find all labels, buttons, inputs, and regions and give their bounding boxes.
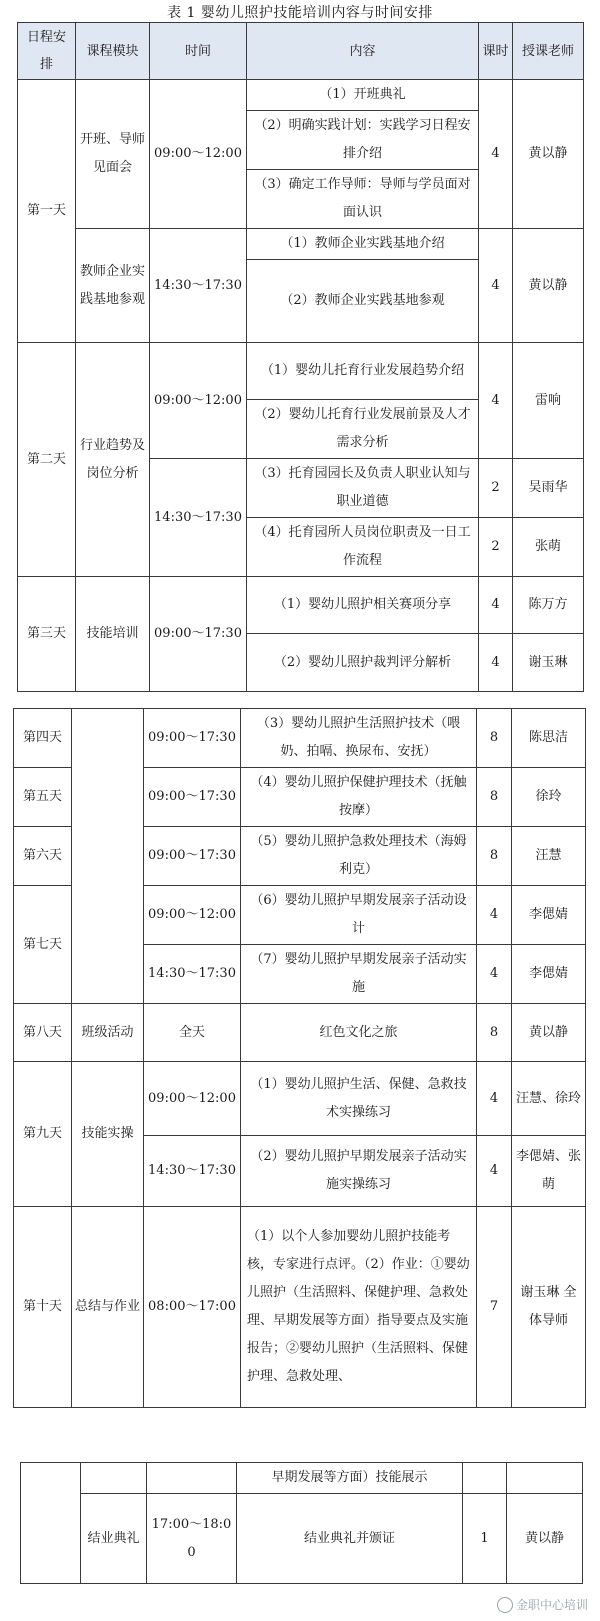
table-title: 表 1 婴幼儿照护技能培训内容与时间安排 <box>167 5 433 21</box>
watermark <box>497 1596 588 1614</box>
content-cell: 结业典礼并颁证 <box>237 1494 463 1584</box>
teacher-cell: 谢玉琳 <box>513 634 584 692</box>
table-row <box>18 80 584 111</box>
module-cell: 开班、导师见面会 <box>76 80 150 229</box>
content-cell: （4）婴幼儿照护保健护理技术（抚触按摩） <box>241 768 477 827</box>
teacher-cell: 黄以静 <box>507 1494 583 1584</box>
content-cell: （6）婴幼儿照护早期发展亲子活动设计 <box>241 886 477 945</box>
content-cell: （3）托育园园长及负责人职业认知与职业道德 <box>247 459 479 518</box>
day-cell: 第二天 <box>18 343 76 577</box>
table-row <box>14 1004 586 1062</box>
watermark-text: 金职中心培训 <box>515 1597 588 1612</box>
content-cell: 早期发展等方面）技能展示 <box>237 1463 463 1494</box>
header-hours: 课时 <box>479 23 513 80</box>
teacher-cell: 陈万方 <box>513 577 584 634</box>
content-cell: （4）托育园所人员岗位职责及一日工作流程 <box>247 518 479 577</box>
header-time: 时间 <box>150 23 247 80</box>
day-cell: 第九天 <box>14 1062 72 1207</box>
day-cell: 第八天 <box>14 1004 72 1062</box>
teacher-cell: 陈思洁 <box>512 709 586 768</box>
time-cell: 14:30～17:30 <box>150 229 247 343</box>
module-cell: 教师企业实践基地参观 <box>76 229 150 343</box>
time-cell: 14:30～17:30 <box>150 459 247 577</box>
teacher-cell: 黄以静 <box>512 1004 586 1062</box>
hours-cell: 4 <box>479 577 513 634</box>
schedule-table-part-3 <box>20 1462 583 1584</box>
hours-cell: 4 <box>477 945 512 1004</box>
time-cell: 09:00～12:00 <box>150 343 247 459</box>
table-row <box>18 229 584 260</box>
content-cell: （1）以个人参加婴幼儿照护技能考核，专家进行点评。（2）作业：①婴幼儿照护（生活照料、保健护理、急救处理、早期发展等方面）指导要点及实施报告；②婴幼儿照护（生活照料、保健护理、急救处理、 <box>241 1207 477 1408</box>
teacher-cell: 吴雨华 <box>513 459 584 518</box>
module-cell: 总结与作业 <box>72 1207 144 1408</box>
hours-cell <box>463 1463 507 1494</box>
time-cell <box>147 1463 237 1494</box>
table-row <box>18 577 584 634</box>
teacher-cell: 谢玉琳 全体导师 <box>512 1207 586 1408</box>
day-cell: 第四天 <box>14 709 72 768</box>
hours-cell: 8 <box>477 1004 512 1062</box>
content-cell: （1）开班典礼 <box>247 80 479 111</box>
hours-cell: 4 <box>479 80 513 229</box>
content-cell: （3）确定工作导师：导师与学员面对面认识 <box>247 170 479 229</box>
day-cell <box>21 1463 81 1584</box>
hours-cell: 4 <box>477 1062 512 1136</box>
teacher-cell: 雷响 <box>513 343 584 459</box>
teacher-cell: 徐玲 <box>512 768 586 827</box>
table-row <box>14 709 586 768</box>
day-cell: 第三天 <box>18 577 76 692</box>
teacher-cell: 汪慧、徐玲 <box>512 1062 586 1136</box>
hours-cell: 4 <box>477 1136 512 1207</box>
time-cell: 09:00～12:00 <box>144 886 241 945</box>
content-cell: （7）婴幼儿照护早期发展亲子活动实施 <box>241 945 477 1004</box>
teacher-cell: 张萌 <box>513 518 584 577</box>
schedule-table-part-1 <box>17 22 584 692</box>
content-cell: （1）婴幼儿照护生活、保健、急救技术实操练习 <box>241 1062 477 1136</box>
content-cell: （3）婴幼儿照护生活照护技术（喂奶、拍嗝、换尿布、安抚） <box>241 709 477 768</box>
table-row <box>18 343 584 400</box>
time-cell: 09:00～17:30 <box>144 827 241 886</box>
time-cell: 09:00～17:30 <box>144 709 241 768</box>
day-cell: 第一天 <box>18 80 76 343</box>
day-cell: 第六天 <box>14 827 72 886</box>
hours-cell: 8 <box>477 827 512 886</box>
teacher-cell: 李偲婧、张萌 <box>512 1136 586 1207</box>
hours-cell: 2 <box>479 459 513 518</box>
hours-cell: 8 <box>477 709 512 768</box>
module-cell: 结业典礼 <box>81 1494 147 1584</box>
module-cell: 行业趋势及岗位分析 <box>76 343 150 577</box>
hours-cell: 7 <box>477 1207 512 1408</box>
time-cell: 09:00～17:30 <box>150 577 247 692</box>
hours-cell: 2 <box>479 518 513 577</box>
table-row <box>14 1062 586 1136</box>
content-cell: （2）明确实践计划：实践学习日程安排介绍 <box>247 111 479 170</box>
hours-cell: 1 <box>463 1494 507 1584</box>
time-cell: 08:00～17:00 <box>144 1207 241 1408</box>
header-day: 日程安排 <box>18 23 76 80</box>
hours-cell: 4 <box>479 634 513 692</box>
time-cell: 09:00～17:30 <box>144 768 241 827</box>
time-cell: 17:00～18:00 <box>147 1494 237 1584</box>
teacher-cell <box>507 1463 583 1494</box>
hours-cell: 4 <box>479 229 513 343</box>
hours-cell: 4 <box>477 886 512 945</box>
content-cell: 红色文化之旅 <box>241 1004 477 1062</box>
content-cell: （2）婴幼儿照护早期发展亲子活动实施实操练习 <box>241 1136 477 1207</box>
content-cell: （2）婴幼儿照护裁判评分解析 <box>247 634 479 692</box>
time-cell: 14:30～17:30 <box>144 945 241 1004</box>
teacher-cell: 汪慧 <box>512 827 586 886</box>
teacher-cell: 李偲婧 <box>512 945 586 1004</box>
schedule-table-part-2 <box>13 708 586 1408</box>
time-cell: 全天 <box>144 1004 241 1062</box>
header-teacher: 授课老师 <box>513 23 584 80</box>
module-cell: 技能培训 <box>76 577 150 692</box>
teacher-cell: 黄以静 <box>513 229 584 343</box>
content-cell: （2）婴幼儿托育行业发展前景及人才需求分析 <box>247 400 479 459</box>
teacher-cell: 李偲婧 <box>512 886 586 945</box>
watermark-logo-icon <box>497 1597 513 1613</box>
hours-cell: 4 <box>479 343 513 459</box>
module-cell: 技能实操 <box>72 1062 144 1207</box>
table-row <box>14 1207 586 1408</box>
day-cell: 第十天 <box>14 1207 72 1408</box>
day-cell: 第七天 <box>14 886 72 1004</box>
header-module: 课程模块 <box>76 23 150 80</box>
table-row <box>21 1463 583 1494</box>
hours-cell: 8 <box>477 768 512 827</box>
module-cell <box>72 709 144 1004</box>
table-row <box>21 1494 583 1584</box>
content-cell: （1）教师企业实践基地介绍 <box>247 229 479 260</box>
time-cell: 09:00～12:00 <box>150 80 247 229</box>
time-cell: 14:30～17:30 <box>144 1136 241 1207</box>
content-cell: （2）教师企业实践基地参观 <box>247 260 479 343</box>
module-cell <box>81 1463 147 1494</box>
content-cell: （5）婴幼儿照护急救处理技术（海姆利克） <box>241 827 477 886</box>
header-content: 内容 <box>247 23 479 80</box>
teacher-cell: 黄以静 <box>513 80 584 229</box>
time-cell: 09:00～12:00 <box>144 1062 241 1136</box>
day-cell: 第五天 <box>14 768 72 827</box>
content-cell: （1）婴幼儿照护相关赛项分享 <box>247 577 479 634</box>
module-cell: 班级活动 <box>72 1004 144 1062</box>
content-cell: （1）婴幼儿托育行业发展趋势介绍 <box>247 343 479 400</box>
header-row <box>18 23 584 80</box>
